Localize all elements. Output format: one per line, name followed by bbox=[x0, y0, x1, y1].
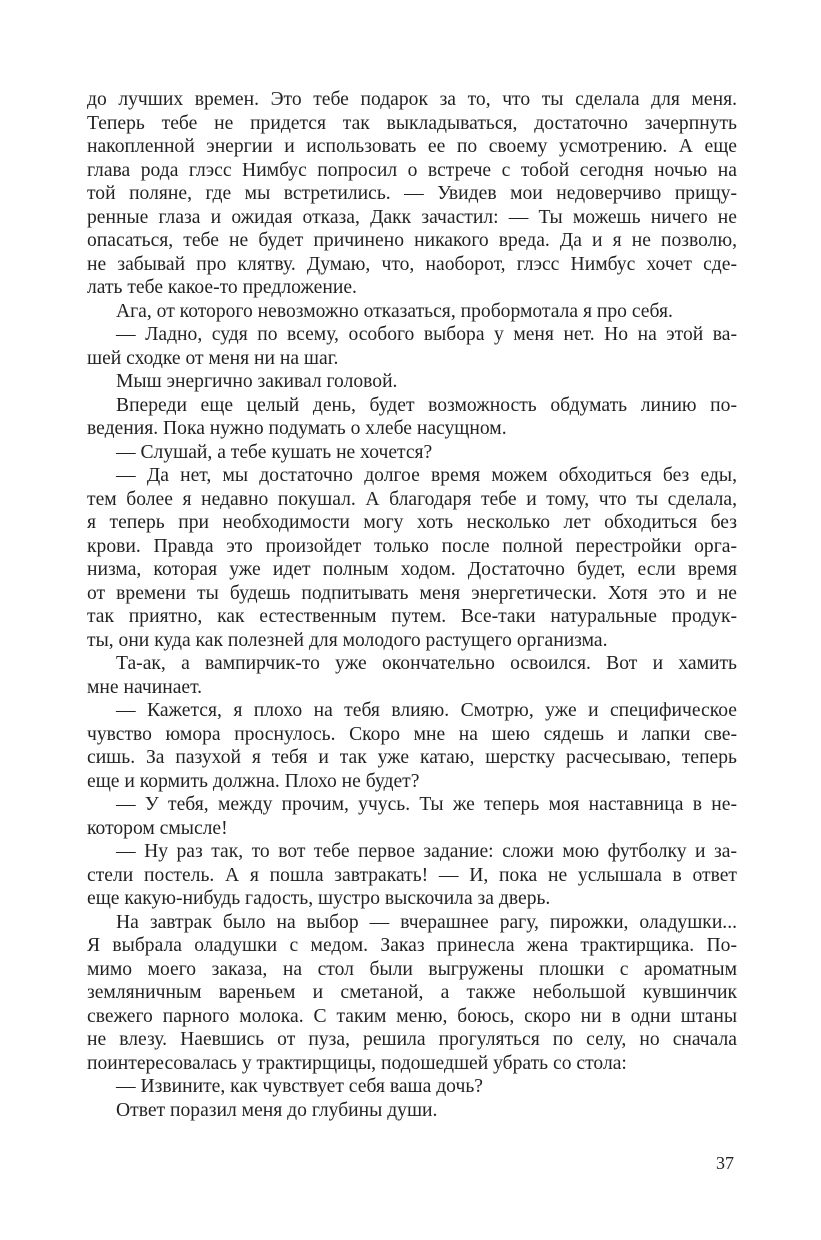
text-line: Теперь тебе не придется так выкладываться, достаточно зачерпнуть bbox=[87, 112, 737, 134]
text-line: Мыш энергично закивал головой. bbox=[116, 371, 398, 392]
text-line: стели постель. А я пошла завтракать! — И, пока не услышала в ответ bbox=[87, 864, 737, 886]
text-line: — У тебя, между прочим, учусь. Ты же теперь моя наставница в не- bbox=[116, 794, 737, 815]
text-line: Впереди еще целый день, будет возможность обдумать линию по- bbox=[116, 394, 737, 416]
text-line: ты, они куда как полезней для молодого растущего организма. bbox=[87, 629, 608, 651]
text-line: На завтрак было на выбор — вчерашнее рагу, пирожки, оладушки... bbox=[116, 911, 737, 933]
text-line: котором смысле! bbox=[87, 817, 228, 839]
text-line: опасаться, тебе не будет причинено никакого вреда. Да и я не позволю, bbox=[87, 230, 737, 251]
text-line: мне начинает. bbox=[87, 676, 203, 698]
text-line: не забывай про клятву. Думаю, что, наоборот, глэсс Нимбус хочет сде- bbox=[87, 253, 737, 275]
text-line: свежего парного молока. С таким меню, боюсь, скоро ни в одни штаны bbox=[87, 1005, 737, 1027]
text-line: глава рода глэсс Нимбус попросил о встрече с тобой сегодня ночью на bbox=[87, 159, 737, 181]
page-number: 37 bbox=[716, 1153, 734, 1173]
text-line: той поляне, где мы встретились. — Увидев мои недоверчиво прищу- bbox=[87, 183, 737, 204]
text-line: Ответ поразил меня до глубины души. bbox=[116, 1099, 438, 1121]
text-line: мимо моего заказа, на стол были выгружены плошки с ароматным bbox=[87, 958, 737, 980]
text-line: Я выбрала оладушки с медом. Заказ принесла жена трактирщика. По- bbox=[87, 935, 737, 956]
text-line: еще и кормить должна. Плохо не будет? bbox=[87, 770, 420, 792]
text-line: до лучших времен. Это тебе подарок за то, что ты сделала для меня. bbox=[87, 89, 737, 110]
text-line: ренные глаза и ожидая отказа, Дакк зачастил: — Ты можешь ничего не bbox=[87, 206, 737, 228]
body-text bbox=[87, 88, 737, 1122]
text-line: так приятно, как естественным путем. Все-таки натуральные продук- bbox=[87, 606, 737, 627]
text-line: земляничным вареньем и сметаной, а также небольшой кувшинчик bbox=[87, 982, 737, 1003]
text-line: поинтересовалась у трактирщицы, подошедшей убрать со стола: bbox=[87, 1052, 627, 1074]
text-line: шей сходке от меня ни на шаг. bbox=[87, 347, 339, 369]
text-line: от времени ты будешь подпитывать меня энергетически. Хотя это и не bbox=[87, 582, 737, 604]
text-line: чувство юмора проснулось. Скоро мне на шею сядешь и лапки све- bbox=[87, 723, 737, 745]
text-line: — Слушай, а тебе кушать не хочется? bbox=[116, 441, 433, 463]
text-line: лать тебе какое-то предложение. bbox=[87, 277, 357, 298]
text-line: еще какую-нибудь гадость, шустро выскочила за дверь. bbox=[87, 888, 551, 909]
text-line: не влезу. Наевшись от пуза, решила прогуляться по селу, но сначала bbox=[87, 1029, 737, 1050]
text-line: — Кажется, я плохо на тебя влияю. Смотрю, уже и специфическое bbox=[116, 700, 737, 721]
text-line: ведения. Пока нужно подумать о хлебе насущном. bbox=[87, 418, 507, 439]
text-line: Ага, от которого невозможно отказаться, пробормотала я про себя. bbox=[116, 300, 673, 322]
text-line: — Ну раз так, то вот тебе первое задание: сложи мою футболку и за- bbox=[116, 841, 737, 862]
text-line: Та-ак, а вампирчик-то уже окончательно освоился. Вот и хамить bbox=[116, 653, 737, 674]
text-line: — Ладно, судя по всему, особого выбора у меня нет. Но на этой ва- bbox=[116, 324, 737, 345]
text-line: — Извините, как чувствует себя ваша дочь? bbox=[116, 1076, 483, 1097]
text-line: — Да нет, мы достаточно долгое время можем обходиться без еды, bbox=[116, 465, 737, 486]
text-line: тем более я недавно покушал. А благодаря тебе и тому, что ты сделала, bbox=[87, 488, 737, 510]
text-line: низма, которая уже идет полным ходом. Достаточно будет, если время bbox=[87, 559, 737, 580]
text-line: накопленной энергии и использовать ее по своему усмотрению. А еще bbox=[87, 136, 737, 157]
text-line: сишь. За пазухой я тебя и так уже катаю, шерстку расчесываю, теперь bbox=[87, 747, 737, 768]
text-line: я теперь при необходимости могу хоть несколько лет обходиться без bbox=[87, 512, 737, 533]
text-line: крови. Правда это произойдет только после полной перестройки орга- bbox=[87, 535, 737, 557]
